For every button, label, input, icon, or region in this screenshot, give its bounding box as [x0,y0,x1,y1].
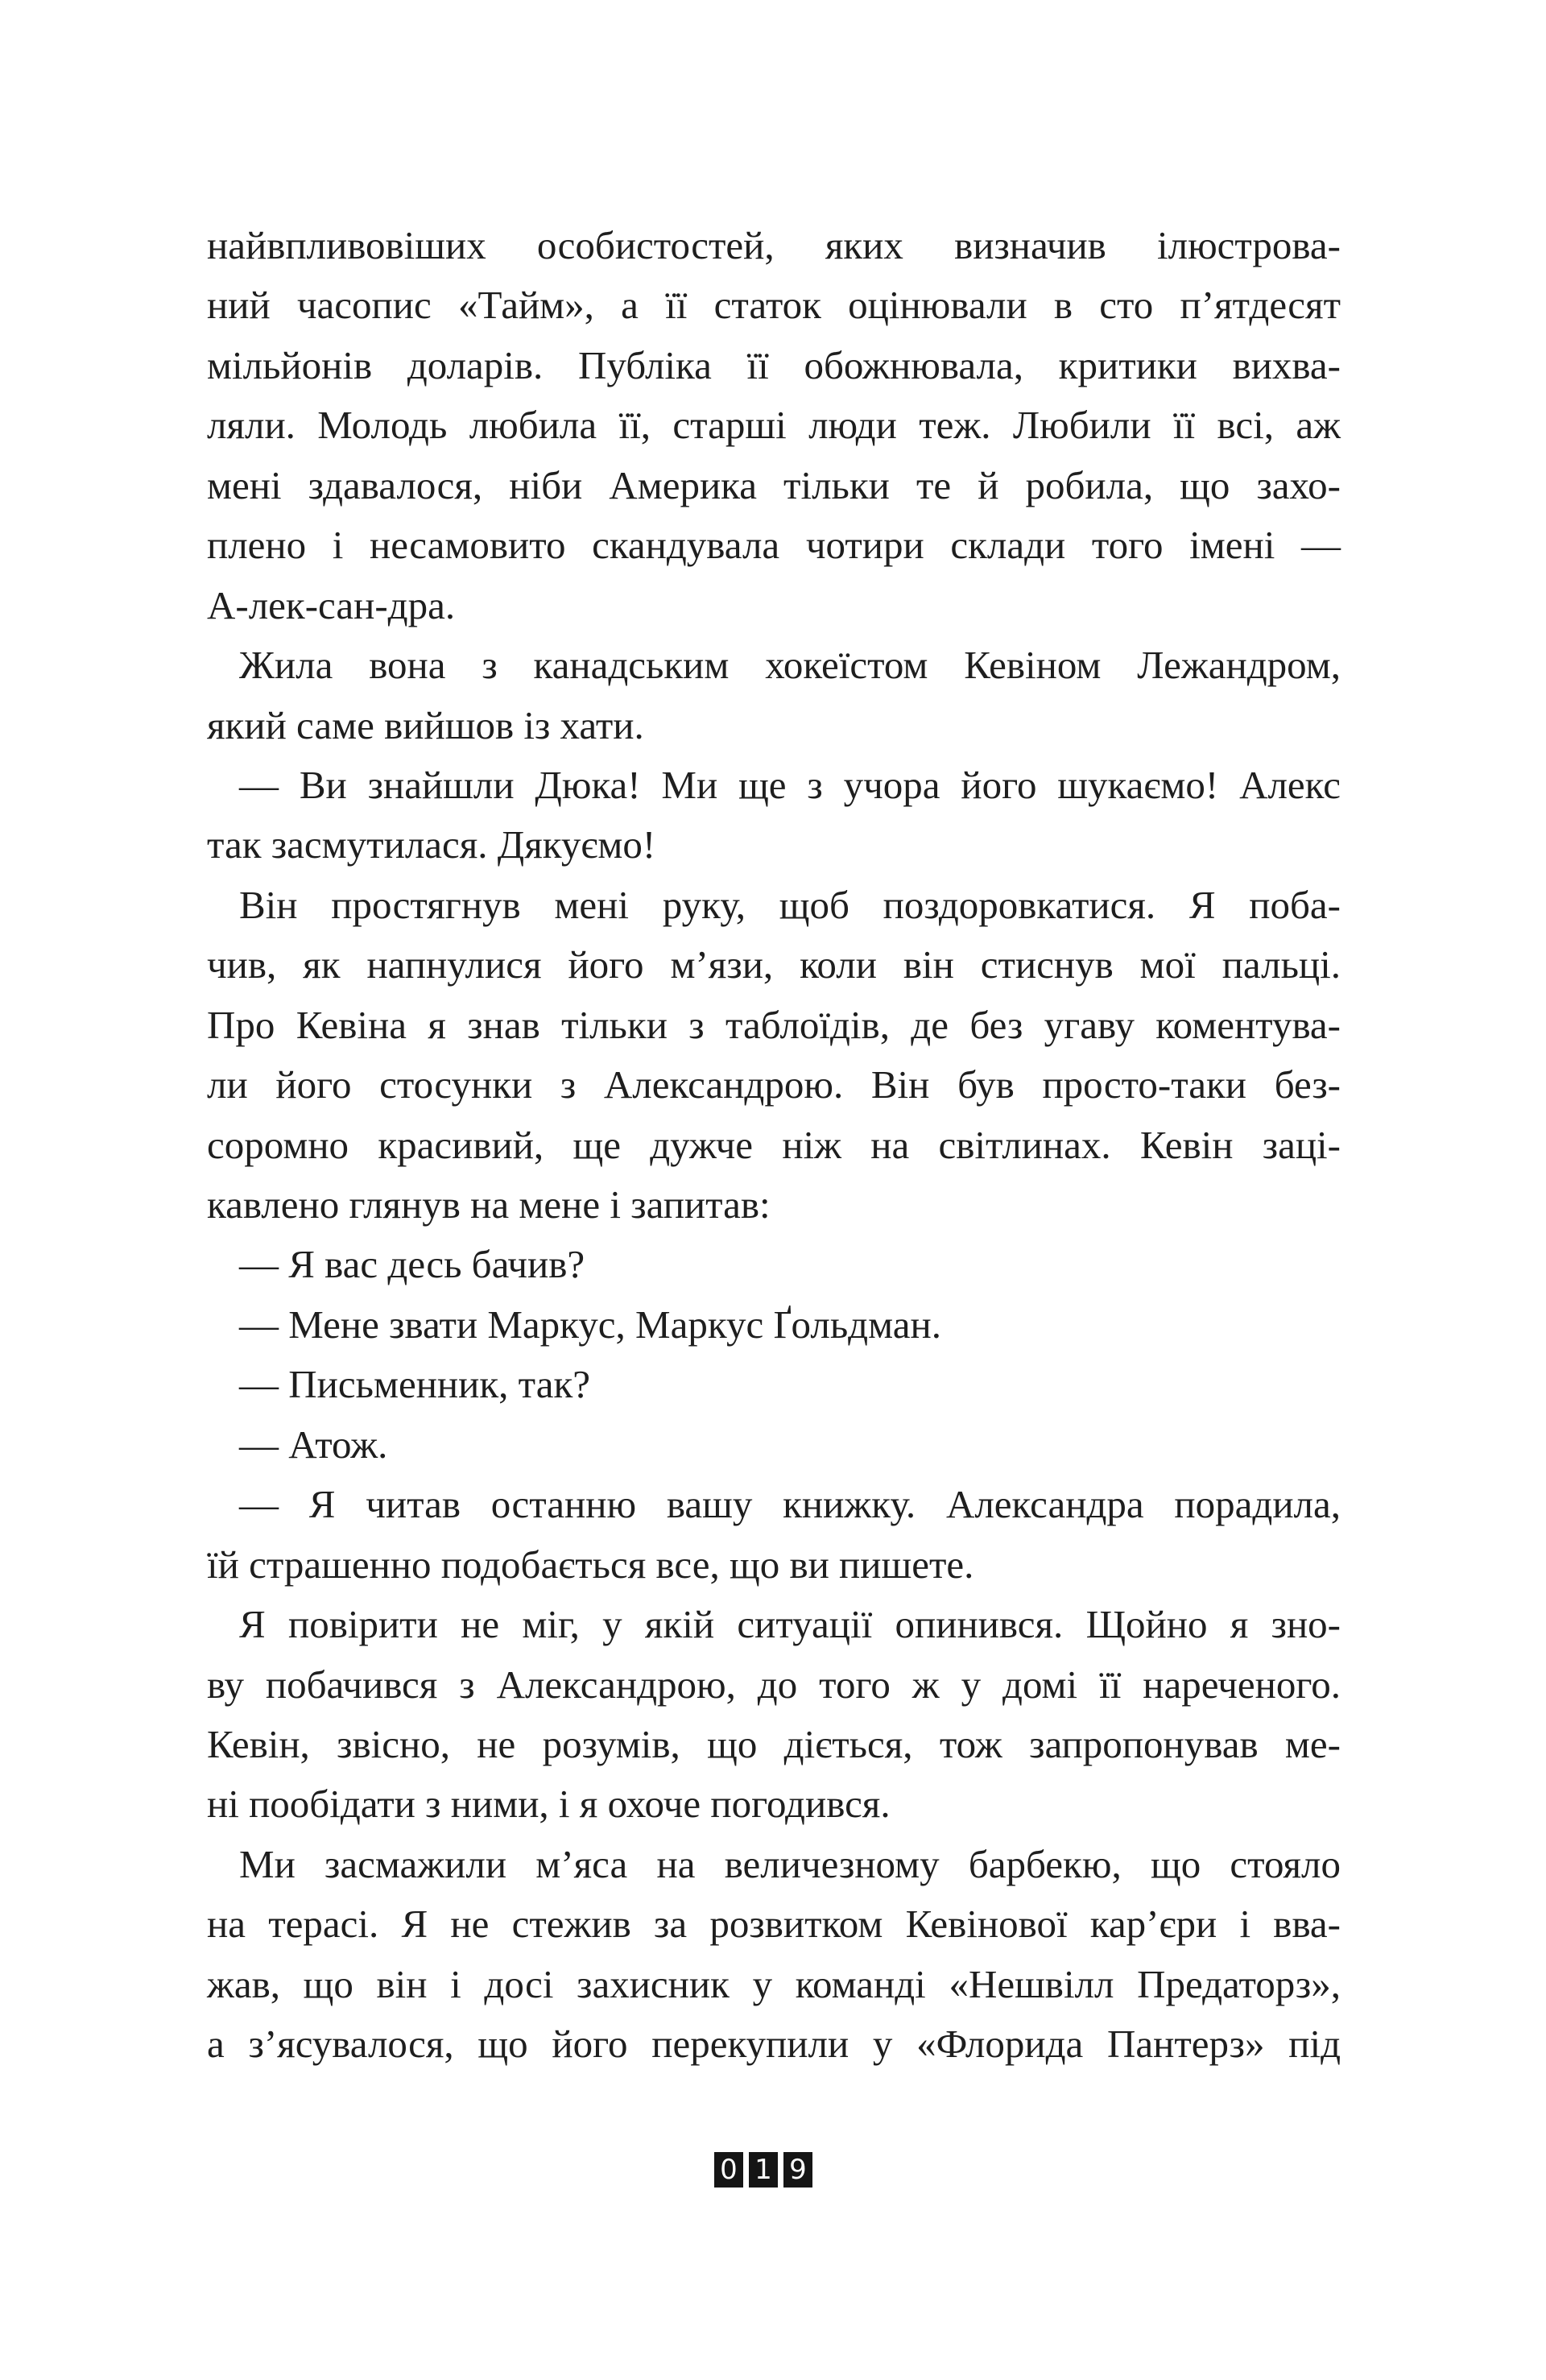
text-line: а з’ясувалося, що його перекупили у «Флорида Пантерз» під [207,2022,1341,2067]
text-line: так засмутилася. Дякуємо! [207,822,656,867]
text-line: А-лек-сан-дра. [207,582,456,627]
paragraph-first-line: Він простягнув мені руку, щоб поздоровкатися. Я поба- [239,882,1341,927]
text-line: чив, як напнулися його м’язи, коли він стиснув мої пальці. [207,942,1341,987]
text-line: на терасі. Я не стежив за розвитком Кевінової кар’єри і вва- [207,1902,1341,1947]
text-line: Про Кевіна я знав тільки з таблоїдів, де без угаву коментува- [207,1002,1341,1047]
page-number [714,2152,812,2188]
text-line: ляли. Молодь любила її, старші люди теж. Любили її всі, аж [207,403,1341,448]
text-line: Кевін, звісно, не розумів, що діється, тож запропонував ме- [207,1721,1341,1766]
text-line: ні пообідати з ними, і я охоче погодився. [207,1782,891,1827]
text-line: кавлено глянув на мене і запитав: [207,1182,771,1227]
text-line: який саме вийшов із хати. [207,702,644,747]
text-line: їй страшенно подобається все, що ви пишете. [207,1542,974,1587]
text-line: ли його стосунки з Александрою. Він був просто-таки без- [207,1062,1341,1107]
text-line: мені здавалося, ніби Америка тільки те й робила, що захо- [207,462,1341,507]
paragraph-first-line: Ми засмажили м’яса на величезному барбекю, що стояло [239,1841,1341,1886]
paragraph-first-line: — Атож. [239,1422,388,1467]
paragraph-first-line: — Мене звати Маркус, Маркус Ґольдман. [239,1302,941,1347]
text-line: ний часопис «Тайм», а її статок оцінювали в сто п’ятдесят [207,283,1341,328]
text-line: мільйонів доларів. Публіка її обожнювала, критики вихва- [207,342,1341,387]
text-line: соромно красивий, ще дужче ніж на світлинах. Кевін заці- [207,1122,1341,1167]
paragraph-first-line: — Я читав останню вашу книжку. Александра порадила, [239,1482,1341,1527]
text-line: плено і несамовито скандувала чотири склади того імені — [207,523,1341,568]
paragraph-first-line: — Я вас десь бачив? [239,1242,585,1287]
book-page-text [207,216,1341,2075]
text-line: ву побачився з Александрою, до того ж у домі її нареченого. [207,1662,1341,1707]
text-line: жав, що він і досі захисник у команді «Нешвілл Предаторз», [207,1961,1341,2006]
page-number-digit: 1 [749,2152,778,2188]
page-number-digit: 0 [714,2152,743,2188]
paragraph-first-line: Я повірити не міг, у якій ситуації опинився. Щойно я зно- [239,1602,1341,1647]
paragraph-first-line: — Письменник, так? [239,1362,590,1407]
paragraph-first-line: Жила вона з канадським хокеїстом Кевіном Лежандром, [239,643,1341,688]
text-line: найвпливовіших особистостей, яких визначив ілюстрова- [207,223,1341,267]
paragraph-first-line: — Ви знайшли Дюка! Ми ще з учора його шукаємо! Алекс [239,762,1341,807]
page-number-digit: 9 [783,2152,812,2188]
